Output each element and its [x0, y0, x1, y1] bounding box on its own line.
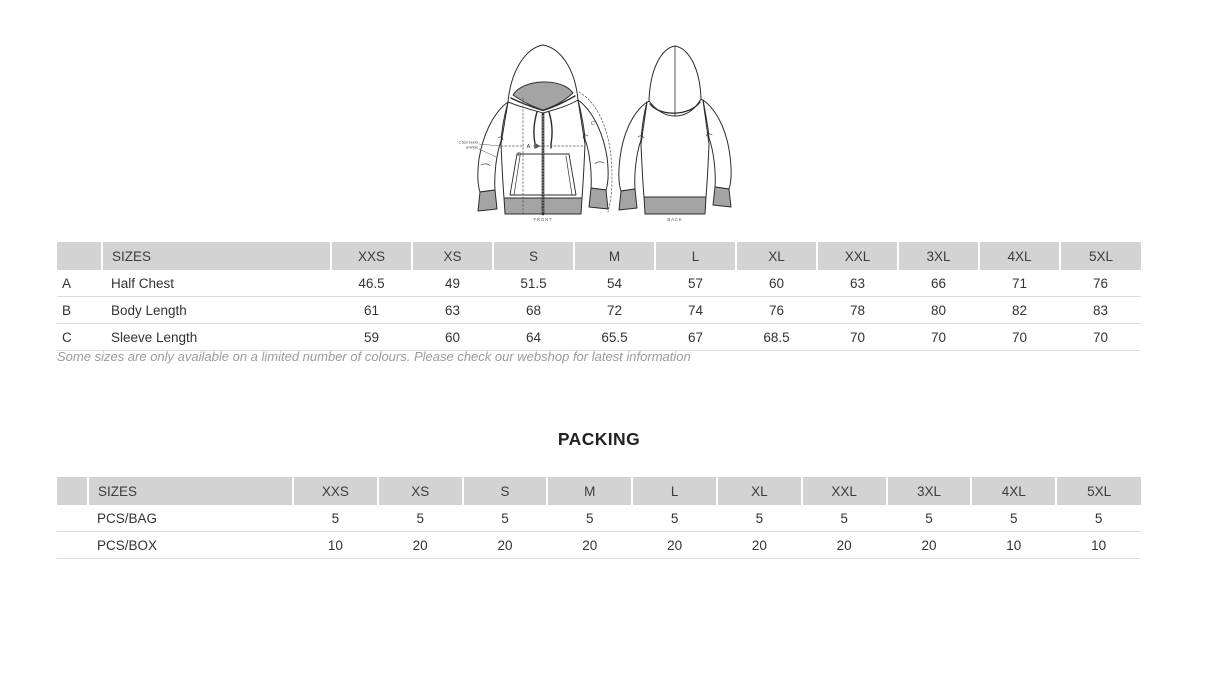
sizes-header-cell: SIZES — [102, 242, 331, 270]
size-header-cell: 3XL — [898, 242, 979, 270]
size-header-cell: S — [493, 242, 574, 270]
value-cell: 70 — [979, 324, 1060, 351]
row-label-cell: Half Chest — [102, 270, 331, 297]
front-right-cuff — [589, 188, 608, 209]
front-left-cuff — [478, 190, 497, 211]
row-letter-cell — [57, 532, 88, 559]
size-header-cell: 4XL — [971, 477, 1056, 505]
value-cell: 51.5 — [493, 270, 574, 297]
availability-footnote: Some sizes are only available on a limited number of colours. Please check our webshop for latest information — [57, 349, 691, 364]
size-header-cell: L — [632, 477, 717, 505]
sizes-header-cell: SIZES — [88, 477, 293, 505]
value-cell: 49 — [412, 270, 493, 297]
size-header-cell: XS — [412, 242, 493, 270]
size-header-cell: 3XL — [887, 477, 972, 505]
value-cell: 68.5 — [736, 324, 817, 351]
size-header-cell: XXS — [293, 477, 378, 505]
hoodie-front-view — [459, 45, 612, 222]
value-cell: 72 — [574, 297, 655, 324]
value-cell: 20 — [887, 532, 972, 559]
row-label-cell: Body Length — [102, 297, 331, 324]
front-view-label: FRONT — [533, 217, 553, 222]
value-cell: 5 — [632, 505, 717, 532]
value-cell: 71 — [979, 270, 1060, 297]
value-cell: 64 — [493, 324, 574, 351]
value-cell: 65.5 — [574, 324, 655, 351]
hoodie-back-view — [619, 46, 731, 222]
row-letter-cell: A — [57, 270, 102, 297]
value-cell: 20 — [547, 532, 632, 559]
row-label-cell: Sleeve Length — [102, 324, 331, 351]
back-right-cuff — [713, 187, 731, 207]
back-left-cuff — [619, 189, 637, 210]
value-cell: 63 — [412, 297, 493, 324]
value-cell: 59 — [331, 324, 412, 351]
annotation-line2: armhole — [465, 145, 478, 150]
size-header-cell: M — [574, 242, 655, 270]
row-letter-cell — [57, 505, 88, 532]
size-header-cell: 5XL — [1056, 477, 1141, 505]
header-row — [57, 477, 1141, 505]
value-cell: 46.5 — [331, 270, 412, 297]
value-cell: 70 — [1060, 324, 1141, 351]
value-cell: 20 — [717, 532, 802, 559]
size-header-cell: XXL — [802, 477, 887, 505]
value-cell: 80 — [898, 297, 979, 324]
value-cell: 74 — [655, 297, 736, 324]
hoodie-front-back-diagram — [450, 38, 745, 225]
table-row — [57, 532, 1141, 559]
size-header-cell: XS — [378, 477, 463, 505]
value-cell: 10 — [971, 532, 1056, 559]
table-row — [57, 297, 1141, 324]
value-cell: 78 — [817, 297, 898, 324]
value-cell: 20 — [378, 532, 463, 559]
value-cell: 63 — [817, 270, 898, 297]
size-header-cell: L — [655, 242, 736, 270]
value-cell: 5 — [802, 505, 887, 532]
value-cell: 5 — [463, 505, 548, 532]
value-cell: 5 — [971, 505, 1056, 532]
row-label-cell: PCS/BOX — [88, 532, 293, 559]
annotation-line1: 2.5cm below — [458, 140, 478, 145]
size-header-cell: M — [547, 477, 632, 505]
table-row — [57, 505, 1141, 532]
value-cell: 54 — [574, 270, 655, 297]
back-view-label: BACK — [667, 217, 683, 222]
size-header-cell: XXL — [817, 242, 898, 270]
row-letter-cell: C — [57, 324, 102, 351]
row-label-cell: PCS/BAG — [88, 505, 293, 532]
value-cell: 5 — [717, 505, 802, 532]
packing-table — [57, 477, 1141, 559]
value-cell: 5 — [887, 505, 972, 532]
value-cell: 70 — [898, 324, 979, 351]
value-cell: 66 — [898, 270, 979, 297]
value-cell: 20 — [802, 532, 887, 559]
value-cell: 5 — [378, 505, 463, 532]
measure-label-a: A — [526, 144, 531, 150]
value-cell: 67 — [655, 324, 736, 351]
row-letter-cell: B — [57, 297, 102, 324]
value-cell: 20 — [632, 532, 717, 559]
value-cell: 61 — [331, 297, 412, 324]
value-cell: 83 — [1060, 297, 1141, 324]
size-measurements-table — [57, 242, 1141, 351]
value-cell: 57 — [655, 270, 736, 297]
measure-label-b: B — [517, 152, 521, 158]
measure-label-c: C — [591, 121, 595, 127]
value-cell: 10 — [1056, 532, 1141, 559]
value-cell: 5 — [547, 505, 632, 532]
header-row — [57, 242, 1141, 270]
back-waistband — [644, 197, 706, 214]
value-cell: 5 — [293, 505, 378, 532]
value-cell: 76 — [1060, 270, 1141, 297]
value-cell: 76 — [736, 297, 817, 324]
size-header-cell: 4XL — [979, 242, 1060, 270]
value-cell: 82 — [979, 297, 1060, 324]
table-row — [57, 270, 1141, 297]
size-header-cell: XXS — [331, 242, 412, 270]
value-cell: 10 — [293, 532, 378, 559]
size-header-cell: XL — [717, 477, 802, 505]
value-cell: 70 — [817, 324, 898, 351]
value-cell: 5 — [1056, 505, 1141, 532]
value-cell: 60 — [736, 270, 817, 297]
value-cell: 60 — [412, 324, 493, 351]
table-row — [57, 324, 1141, 351]
value-cell: 20 — [463, 532, 548, 559]
size-header-cell: XL — [736, 242, 817, 270]
value-cell: 68 — [493, 297, 574, 324]
corner-cell — [57, 242, 102, 270]
size-header-cell: 5XL — [1060, 242, 1141, 270]
hoodie-diagram-svg — [450, 38, 745, 225]
corner-cell — [57, 477, 88, 505]
packing-section-title: PACKING — [557, 429, 641, 449]
size-header-cell: S — [463, 477, 548, 505]
